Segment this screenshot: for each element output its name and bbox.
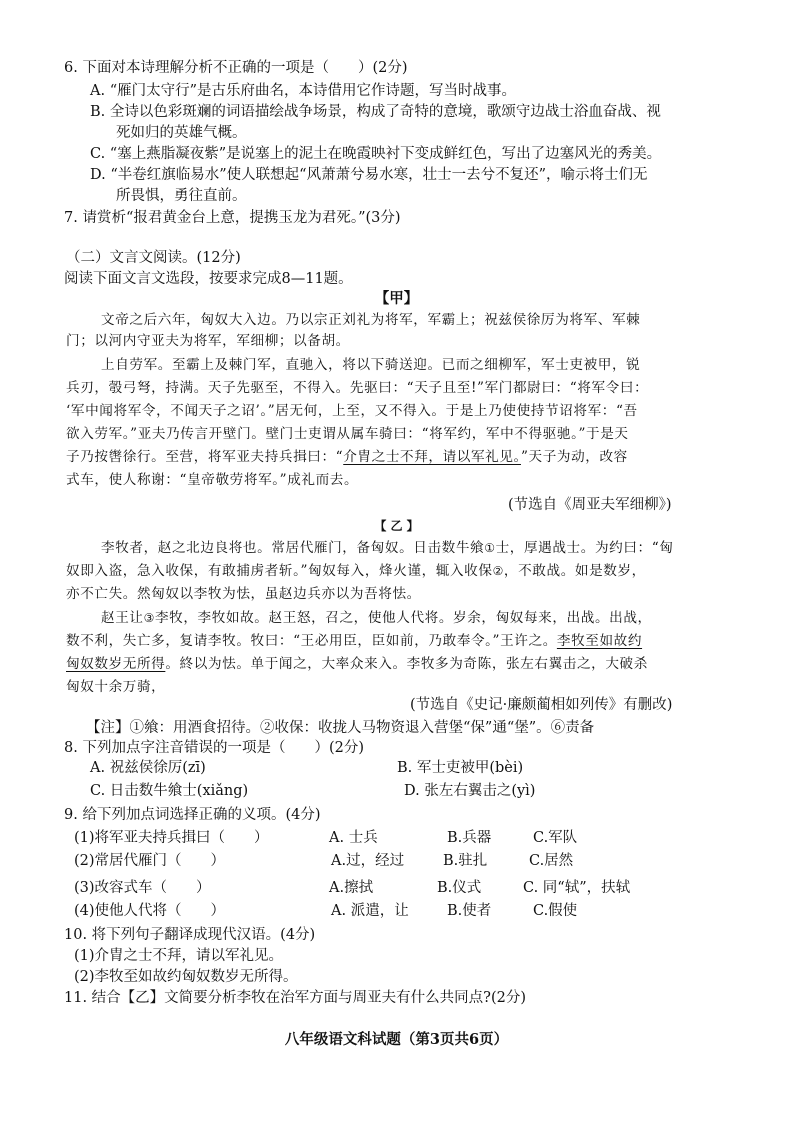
yi-line-2-text-b: ，不敢战。如是数岁， [503,563,646,579]
q9-item-1-option-b: B.兵器 [447,830,492,846]
q9-item-2: (2)常居代雁门（ ） [74,853,226,869]
q9-item-4-option-a: A. 派遣，让 [331,903,409,919]
q7-stem: 7. 请赏析“报君黄金台上意，提携玉龙为君死。”(3分) [64,210,401,226]
q8-option-b: B. 军士吏被甲(bèi) [397,760,524,776]
passage-yi-heading: 【 乙 】 [374,519,419,533]
yi-line-1 [101,538,673,558]
note-marker-1: ① [484,541,496,555]
q9-item-4-option-b: B.使者 [447,903,492,919]
q8-option-c: C. 日击数牛飨士(xiǎng) [90,783,249,799]
jia-line-7-text-b: ”天子为动，改容 [520,449,628,465]
yi-line-3: 亦不亡失。然匈奴以李牧为怯，虽赵边兵亦以为吾将怯。 [66,586,421,602]
q6-option-c: C. “塞上燕脂凝夜紫”是说塞上的泥土在晚霞映衬下变成鲜红色，写出了边塞风光的秀美。 [90,146,662,162]
q10-sentence-1: (1)介胄之士不拜，请以军礼见。 [74,948,284,964]
q10-sentence-2: (2)李牧至如故约匈奴数岁无所得。 [74,969,298,985]
q9-item-3-option-b: B.仪式 [437,880,482,896]
annotation-notes: 【注】①飨：用酒食招待。②收保：收拢人马物资退入营堡“保”通“堡”。⑥责备 [86,720,595,736]
yi-underlined-sentence-part1: 李牧至如故约 [556,633,643,649]
yi-line-5-text-a: 数不利，失亡多，复请李牧。牧曰：“王必用臣，臣如前，乃敢奉令。”王许之。 [66,633,557,649]
jia-line-1: 文帝之后六年，匈奴大入边。乃以宗正刘礼为将军，军霸上；祝兹侯徐厉为将军、军棘 [101,312,641,328]
q9-item-1-option-c: C.军队 [533,830,578,846]
q9-item-3-option-a: A.擦拭 [329,880,374,896]
note-marker-3: ③ [143,611,155,625]
jia-line-7 [66,447,628,467]
q9-item-1: (1)将军亚夫持兵揖曰（ ） [74,830,269,846]
q6-option-d-line1: D. “半卷红旗临易水”使人联想起“风萧萧兮易水寒，壮士一去兮不复还”，喻示将士们无 [90,167,648,183]
q9-item-2-option-a: A.过，经过 [331,853,405,869]
yi-line-5 [66,631,642,651]
jia-line-3: 上自劳军。至霸上及棘门军，直驰入，将以下骑送迎。已而之细柳军，军士吏被甲，锐 [101,357,641,373]
yi-line-6-text-b: 。終以为怯。单于闻之，大率众来入。李牧多为奇陈，张左右翼击之，大破杀 [165,656,648,672]
q10-stem: 10. 将下列句子翻译成现代汉语。(4分) [64,927,316,943]
jia-line-7-text-a: 子乃按辔徐行。至营，将军亚夫持兵揖曰：“ [66,449,344,465]
q9-item-3-option-c: C. 同“轼”，扶轼 [523,880,631,896]
q9-stem: 9. 给下列加点词选择正确的义项。(4分) [64,807,321,823]
yi-line-2-text-a: 奴即入盗，急入收保，有敢捕虏者斩。”匈奴每入，烽火谨，辄入收保 [66,563,493,579]
yi-line-1-text-a: 李牧者，赵之北边良将也。常居代雁门，备匈奴。日击数牛飨 [101,540,485,556]
jia-line-5: ‘军中闻将军令，不闻天子之诏’。”居无何，上至，又不得入。于是上乃使使持节诏将军：“吾 [66,403,638,419]
yi-source: (节选自《史记·廉颇蔺相如列传》有删改) [410,697,673,713]
q9-item-1-option-a: A. 士兵 [329,830,378,846]
yi-underlined-sentence-part2: 匈奴数岁无所得 [66,656,166,672]
q6-option-b-line2: 死如归的英雄气概。 [116,125,247,141]
jia-line-4: 兵刃，彀弓弩，持满。天子先驱至，不得入。先驱曰：“天子且至!”军门都尉曰：“将军令曰： [66,380,649,396]
yi-line-4-text-b: 李牧，李牧如故。赵王怒，召之，使他人代将。岁余，匈奴每来，出战。出战， [154,610,652,626]
q8-option-d: D. 张左右翼击之(yì) [404,783,536,799]
passage-jia-heading: 【甲】 [374,290,419,307]
section2-title: （二）文言文阅读。(12分) [66,250,241,266]
yi-line-4 [101,608,652,628]
q8-stem: 8. 下列加点字注音错误的一项是（ ）(2分) [64,740,364,756]
q6-stem: 6. 下面对本诗理解分析不正确的一项是（ ）(2分) [64,60,408,76]
q9-item-4: (4)使他人代将（ ） [74,903,226,919]
note-marker-2: ② [492,564,504,578]
yi-line-7: 匈奴十余万骑， [66,679,166,695]
jia-line-8: 式车，使人称谢：“皇帝敬劳将军。”成礼而去。 [66,472,359,488]
yi-line-4-text-a: 赵王让 [101,610,144,626]
q9-item-2-option-b: B.驻扎 [443,853,488,869]
q8-option-a: A. 祝兹侯徐厉(zī) [90,760,206,776]
jia-underlined-sentence: 介胄之士不拜，请以军礼见。 [343,449,521,465]
section2-instruction: 阅读下面文言文选段，按要求完成8—11题。 [64,271,353,287]
q6-option-d-line2: 所畏惧，勇往直前。 [116,188,247,204]
yi-line-6 [66,654,648,674]
page-footer: 八年级语文科试题（第3页共6页） [284,1031,509,1048]
jia-source: (节选自《周亚夫军细柳》) [508,497,672,513]
q9-item-4-option-c: C.假使 [533,903,578,919]
q11-stem: 11. 结合【乙】文简要分析李牧在治军方面与周亚夫有什么共同点?(2分) [64,990,526,1006]
q9-item-2-option-c: C.居然 [529,853,574,869]
q9-item-3: (3)改容式车（ ） [74,880,211,896]
q6-option-a: A. “雁门太守行”是古乐府曲名，本诗借用它作诗题，写当时战事。 [90,83,517,99]
q6-option-b-line1: B. 全诗以色彩斑斓的词语描绘战争场景，构成了奇特的意境，歌颂守边战士浴血奋战、视 [90,104,661,120]
jia-line-6: 欲入劳军。”亚夫乃传言开壁门。壁门士吏谓从属车骑曰：“将军约，军中不得驱驰。”于是天 [66,426,629,442]
yi-line-1-text-b: 士，厚遇战士。为约曰：“匈 [495,540,674,556]
jia-line-2: 门；以河内守亚夫为将军，军细柳；以备胡。 [66,333,350,349]
yi-line-2 [66,561,646,581]
